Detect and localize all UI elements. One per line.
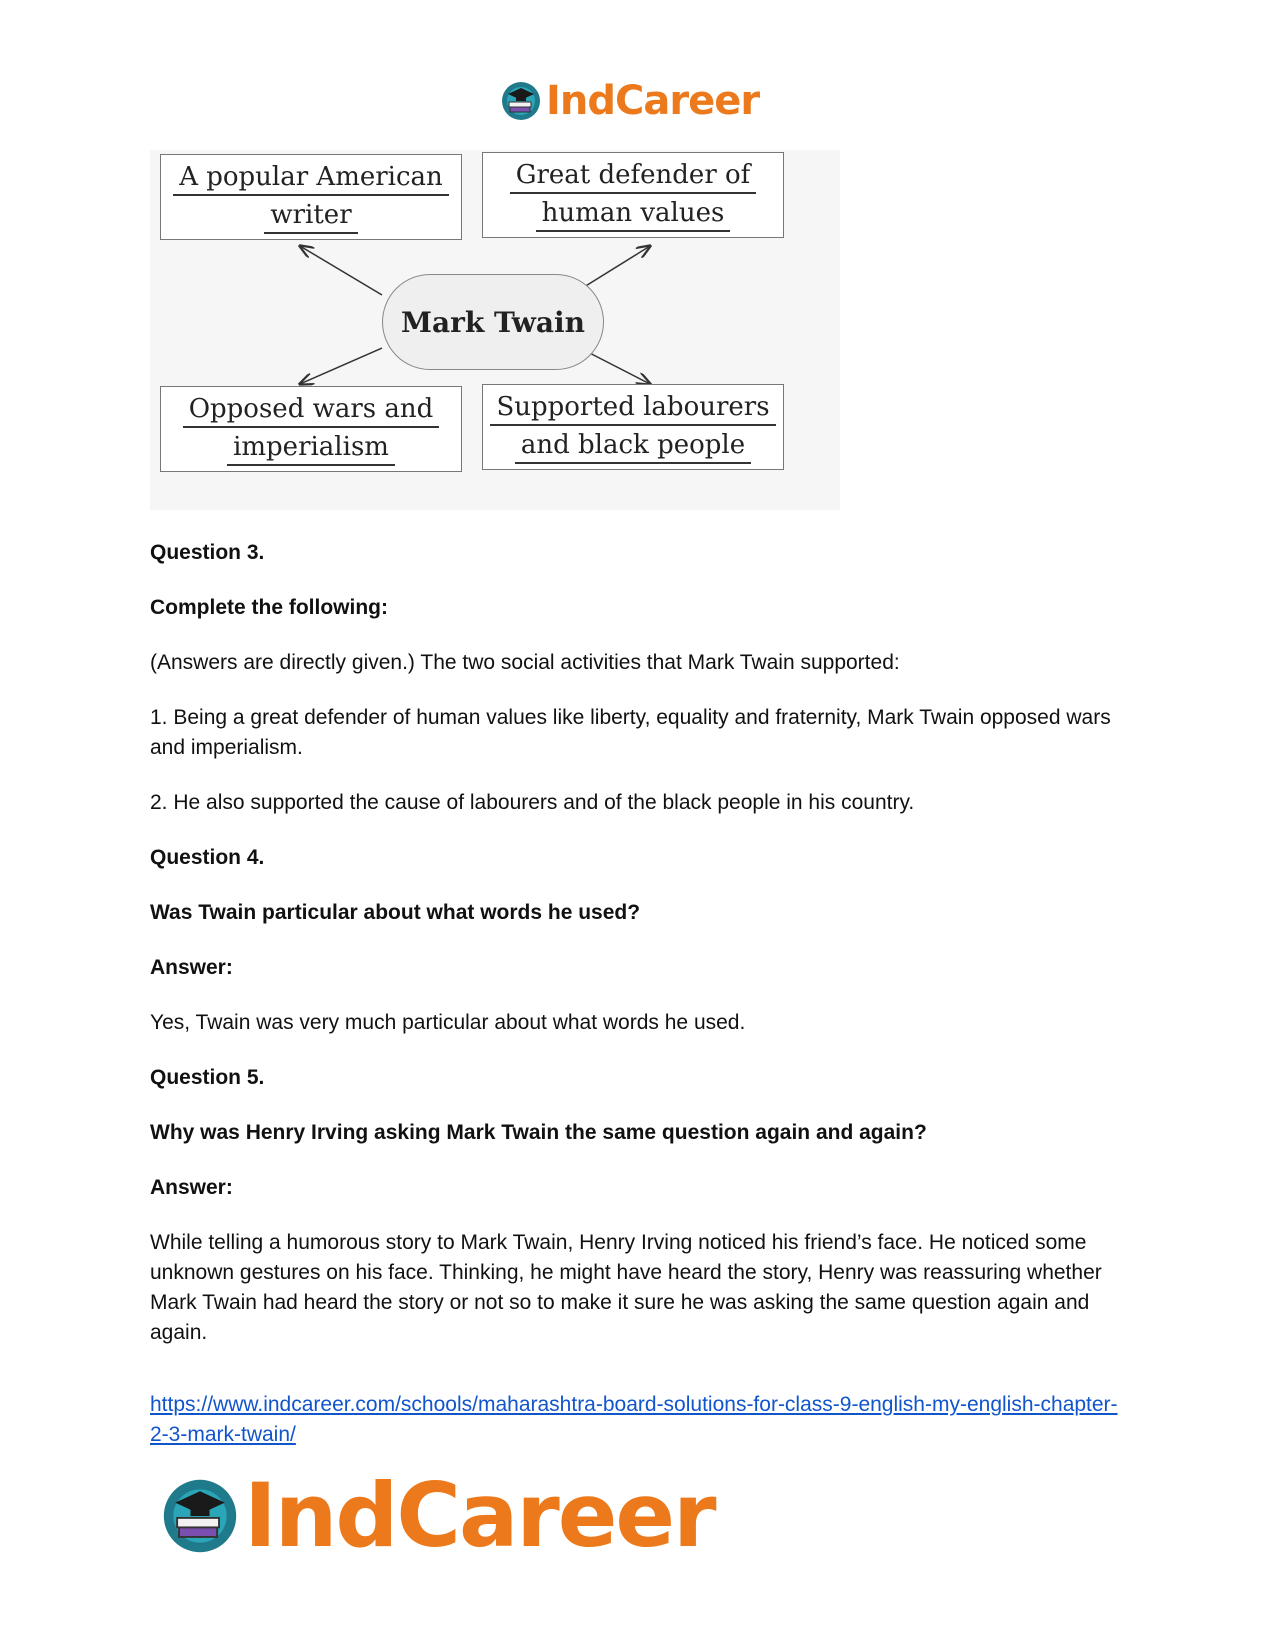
box-popular-writer (160, 154, 462, 240)
mark-twain-concept-diagram (150, 150, 840, 510)
header-logo (500, 78, 759, 124)
footer-logo-text: IndCareer (244, 1464, 715, 1567)
header-logo-text: IndCareer (546, 78, 760, 124)
box-opposed-wars-line1: Opposed wars and (183, 393, 440, 428)
question-4-heading: Question 4. (150, 846, 265, 869)
source-link[interactable]: https://www.indcareer.com/schools/maharashtra-board-solutions-for-class-9-english-my-english-chapter-2-3-mark-twain/ (150, 1393, 1118, 1446)
question-5-answer: While telling a humorous story to Mark Twain, Henry Irving noticed his friend’s face. He noticed some unknown gestures on his face. Thinking, he might have heard the story, Henry was reassuring whether Mark Twain had heard the story or not so to make it sure he was asking the same question again and again. (150, 1231, 1102, 1344)
box-defender-line1: Great defender of (510, 159, 757, 194)
box-supported-labourers-line2: and black people (515, 429, 751, 464)
box-defender-human-values (482, 152, 784, 238)
box-supported-labourers (482, 384, 784, 470)
question-5-text: Why was Henry Irving asking Mark Twain the same question again and again? (150, 1121, 927, 1144)
box-supported-labourers-line1: Supported labourers (490, 391, 775, 426)
question-5-heading: Question 5. (150, 1066, 265, 1089)
question-3-prompt: Complete the following: (150, 596, 388, 619)
question-3-intro: (Answers are directly given.) The two social activities that Mark Twain supported: (150, 651, 900, 674)
question-3-heading: Question 3. (150, 541, 265, 564)
question-5-answer-label: Answer: (150, 1176, 233, 1199)
box-opposed-wars (160, 386, 462, 472)
center-node-mark-twain: Mark Twain (382, 274, 604, 370)
footer-logo (160, 1464, 715, 1567)
question-3-point-1: 1. Being a great defender of human values like liberty, equality and fraternity, Mark Twain opposed wars and imperialism. (150, 706, 1111, 759)
question-4-answer-label: Answer: (150, 956, 233, 979)
box-opposed-wars-line2: imperialism (227, 431, 395, 466)
box-popular-writer-line1: A popular American (173, 161, 449, 196)
document-content (150, 538, 1130, 1450)
arrow-to-top-left (300, 246, 382, 295)
question-3-point-2: 2. He also supported the cause of labourers and of the black people in his country. (150, 791, 915, 814)
box-defender-line2: human values (536, 197, 731, 232)
graduation-cap-book-icon (500, 80, 542, 122)
question-4-text: Was Twain particular about what words he used? (150, 901, 641, 924)
question-4-answer: Yes, Twain was very much particular about what words he used. (150, 1011, 746, 1034)
box-popular-writer-line2: writer (264, 199, 357, 234)
graduation-cap-book-icon (160, 1476, 240, 1556)
arrow-to-bottom-left (300, 348, 382, 384)
